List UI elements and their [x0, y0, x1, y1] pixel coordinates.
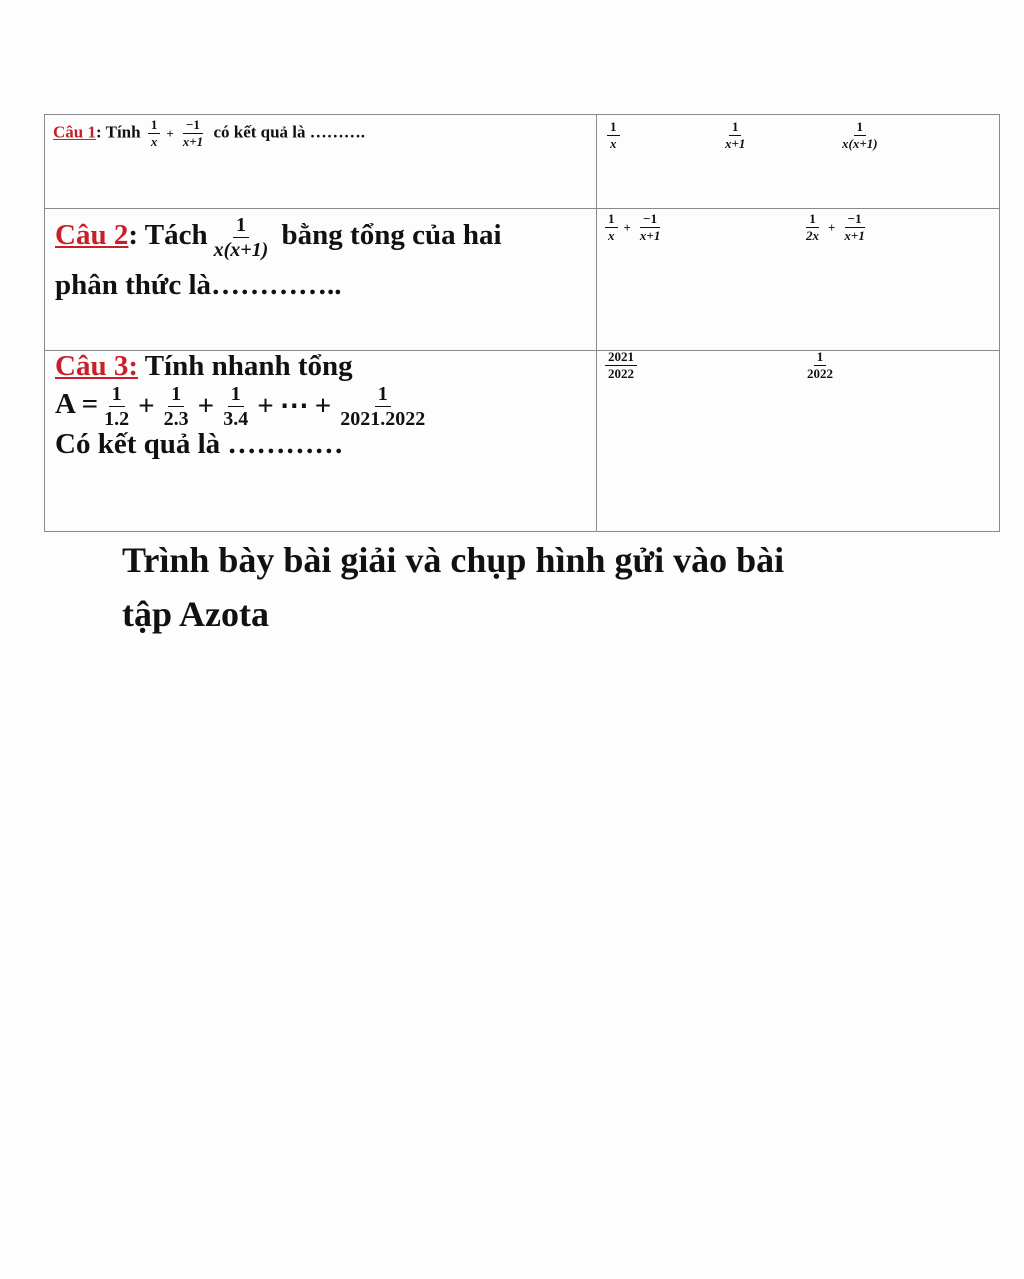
denominator: x(x+1) [842, 136, 878, 152]
numerator: 1 [729, 120, 742, 136]
plus-sign: + [138, 390, 155, 422]
fraction [839, 120, 881, 152]
answer-option [801, 350, 839, 382]
fraction [803, 212, 822, 244]
numerator: 1 [228, 383, 244, 407]
denominator: 2022 [807, 366, 833, 382]
fraction [161, 383, 192, 430]
denominator: x+1 [725, 136, 746, 152]
question-prefix: Tính [105, 122, 141, 142]
answer-cell [597, 351, 1000, 532]
question-label: Câu 2 [55, 219, 129, 252]
numerator: 1 [607, 120, 620, 136]
numerator: 1 [233, 214, 249, 238]
question-3 [55, 352, 431, 459]
instruction-line-2: tập Azota [122, 594, 269, 634]
plus-sign: + [828, 219, 836, 235]
fraction [605, 212, 618, 244]
fraction [337, 383, 428, 430]
denominator: x [610, 136, 617, 152]
plus-sign: + [314, 390, 332, 422]
answer-option [604, 120, 623, 152]
answer-option [719, 120, 751, 152]
plus-sign: + [257, 390, 274, 422]
instruction-line-1: Trình bày bài giải và chụp hình gửi vào bài [122, 540, 785, 580]
fraction [220, 383, 251, 430]
answer-option [602, 212, 666, 244]
fraction [804, 350, 836, 382]
numerator: 1 [148, 118, 161, 134]
numerator: −1 [640, 212, 660, 228]
numerator: 1 [605, 212, 618, 228]
numerator: 1 [375, 383, 391, 407]
fraction [722, 120, 748, 152]
answer-option [836, 120, 884, 152]
denominator: x+1 [844, 228, 865, 244]
question-2 [55, 214, 502, 300]
denominator: 2x [806, 228, 819, 244]
denominator: x+1 [639, 228, 661, 244]
denominator: 2021.2022 [340, 408, 426, 430]
label-separator: : [128, 219, 138, 252]
denominator: x(x+1) [213, 239, 269, 261]
question-line-2: phân thức là………….. [55, 269, 342, 301]
denominator: 3.4 [223, 408, 249, 430]
numerator: 1 [854, 120, 867, 136]
denominator: x+1 [182, 134, 204, 150]
question-line-3: Có kết quả là ………… [55, 428, 344, 460]
answer-option [800, 212, 871, 244]
answer-option [602, 350, 640, 382]
question-suffix: có kết quả là ………. [213, 122, 366, 142]
question-line [55, 352, 431, 381]
answer-cell [597, 115, 1000, 209]
fraction [101, 383, 132, 430]
plus-sign: + [166, 126, 174, 142]
fraction [180, 118, 206, 150]
question-suffix: bằng tổng của hai [281, 219, 502, 252]
quiz-table [44, 114, 1000, 532]
numerator: 1 [109, 383, 125, 407]
fraction [211, 214, 272, 261]
numerator: 1 [168, 383, 184, 407]
fraction [607, 120, 620, 152]
instruction-text [122, 533, 902, 641]
label-separator: : [95, 122, 102, 142]
denominator: 1.2 [104, 408, 130, 430]
denominator: x [150, 134, 158, 150]
numerator: 2021 [605, 350, 637, 366]
sum-label: A = [55, 388, 99, 421]
fraction [605, 350, 637, 382]
plus-sign: + [623, 219, 631, 235]
question-line [55, 214, 502, 261]
denominator: 2022 [608, 366, 634, 382]
question-1 [53, 118, 365, 150]
numerator: 1 [806, 212, 819, 228]
question-label: Câu 1 [53, 122, 96, 142]
question-label: Câu 3: [55, 350, 138, 382]
question-prefix: Tách [144, 219, 208, 252]
fraction [148, 118, 161, 150]
numerator: −1 [845, 212, 865, 228]
fraction [841, 212, 867, 244]
numerator: −1 [183, 118, 203, 134]
denominator: 2.3 [163, 408, 189, 430]
plus-sign: + [197, 390, 215, 422]
question-prefix: Tính nhanh tổng [144, 350, 353, 382]
numerator: 1 [814, 350, 827, 366]
denominator: x [608, 228, 615, 244]
fraction [637, 212, 663, 244]
sum-expression [55, 383, 431, 430]
ellipsis: ⋯ [279, 390, 309, 422]
